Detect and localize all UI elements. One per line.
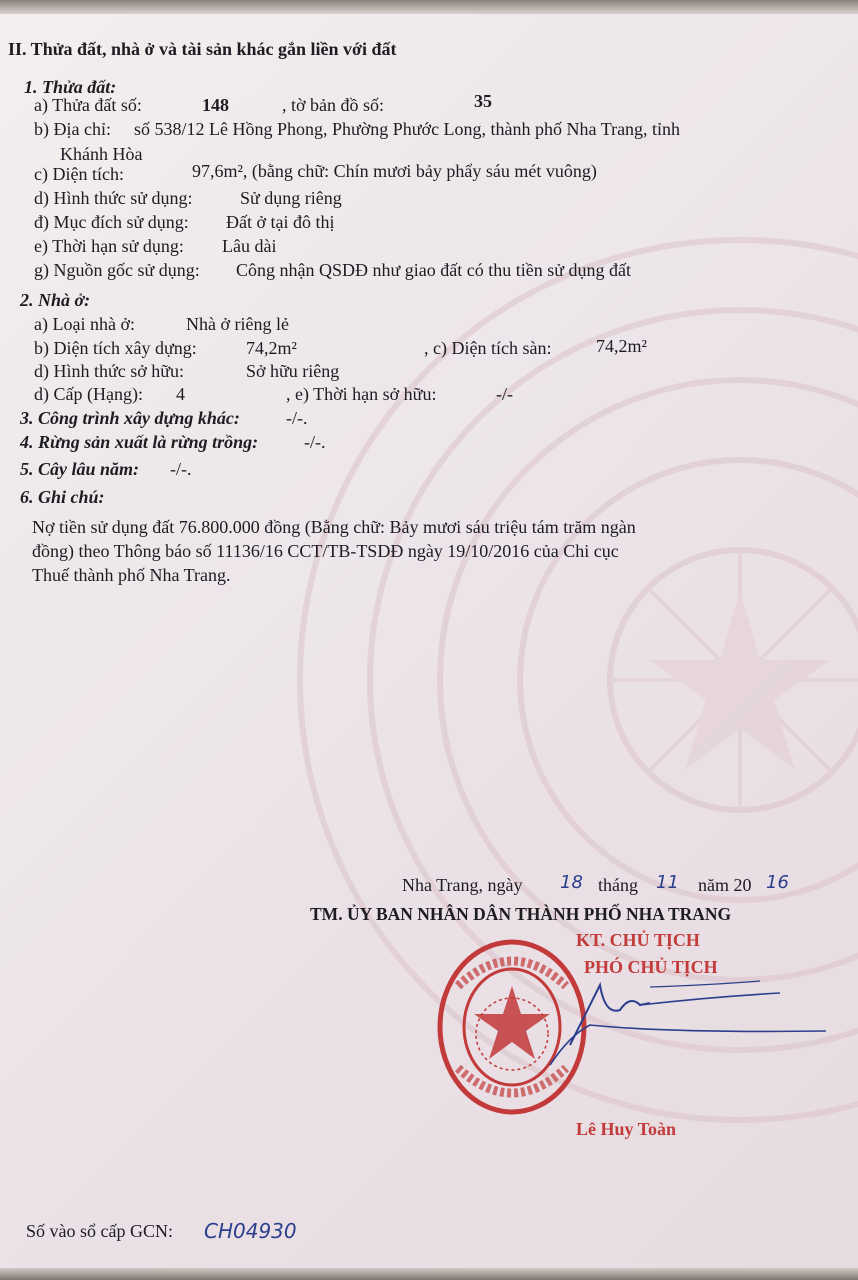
house-floor-area-value: 74,2m² [596, 336, 647, 356]
house-term-label: , e) Thời hạn sở hữu: [286, 384, 437, 404]
forest-value: -/-. [304, 432, 326, 452]
land-address-label: b) Địa chỉ: [34, 119, 111, 139]
registry-label: Số vào sổ cấp GCN: [26, 1221, 173, 1241]
land-heading: 1. Thửa đất: [24, 77, 117, 97]
other-construction-label: 3. Công trình xây dựng khác: [20, 408, 240, 428]
land-purpose-value: Đất ở tại đô thị [226, 212, 335, 232]
house-grade-label: d) Cấp (Hạng): [34, 384, 143, 404]
land-address-value-2: Khánh Hòa [60, 144, 143, 164]
land-term-label: e) Thời hạn sử dụng: [34, 236, 184, 256]
section-title: II. Thửa đất, nhà ở và tài sản khác gắn liền với đất [8, 39, 397, 59]
land-map-value: 35 [474, 91, 492, 111]
scan-edge-bottom [0, 1268, 858, 1280]
date-place-label: Nha Trang, ngày [402, 875, 523, 895]
land-use-form-value: Sử dụng riêng [240, 188, 342, 208]
land-parcel-value: 148 [202, 95, 229, 115]
other-construction-value: -/-. [286, 408, 308, 428]
house-ownership-label: d) Hình thức sở hữu: [34, 361, 185, 381]
date-year: 16 [766, 872, 789, 893]
date-month-label: tháng [598, 875, 638, 895]
house-floor-area-label: , c) Diện tích sàn: [424, 338, 552, 358]
land-use-form-label: d) Hình thức sử dụng: [34, 188, 193, 208]
scan-edge-top [0, 0, 858, 14]
land-parcel-label: a) Thửa đất số: [34, 95, 142, 115]
date-year-label: năm 20 [698, 875, 752, 895]
house-heading: 2. Nhà ở: [20, 290, 91, 310]
signature [530, 975, 830, 1070]
land-origin-value: Công nhận QSDĐ như giao đất có thu tiền sử dụng đất [236, 260, 631, 280]
house-type-value: Nhà ở riêng lẻ [186, 314, 289, 334]
notes-heading: 6. Ghi chú: [20, 487, 105, 507]
house-build-area-label: b) Diện tích xây dựng: [34, 338, 197, 358]
land-map-label: , tờ bản đồ số: [282, 95, 385, 115]
land-area-label: c) Diện tích: [34, 164, 124, 184]
date-day: 18 [560, 872, 583, 893]
signer-role-1: KT. CHỦ TỊCH [576, 930, 700, 950]
signer-role-2: PHÓ CHỦ TỊCH [584, 957, 718, 977]
house-build-area-value: 74,2m² [246, 338, 297, 358]
house-type-label: a) Loại nhà ở: [34, 314, 135, 334]
land-area-value: 97,6m², (bằng chữ: Chín mươi bảy phẩy sáu mét vuông) [192, 161, 597, 181]
house-grade-value: 4 [176, 384, 185, 404]
house-ownership-value: Sở hữu riêng [246, 361, 340, 381]
notes-line-1: Nợ tiền sử dụng đất 76.800.000 đồng (Bằng chữ: Bảy mươi sáu triệu tám trăm ngàn [32, 517, 636, 537]
land-purpose-label: đ) Mục đích sử dụng: [34, 212, 189, 232]
house-term-value: -/- [496, 384, 513, 404]
notes-line-2: đồng) theo Thông báo số 11136/16 CCT/TB-TSDĐ ngày 19/10/2016 của Chi cục [32, 541, 619, 561]
land-address-value-1: số 538/12 Lê Hồng Phong, Phường Phước Long, thành phố Nha Trang, tỉnh [134, 119, 681, 139]
signer-name: Lê Huy Toàn [576, 1119, 677, 1139]
forest-label: 4. Rừng sản xuất là rừng trồng: [20, 432, 259, 452]
notes-line-3: Thuế thành phố Nha Trang. [32, 565, 231, 585]
perennial-label: 5. Cây lâu năm: [20, 459, 140, 479]
authority: TM. ỦY BAN NHÂN DÂN THÀNH PHỐ NHA TRANG [310, 904, 732, 924]
land-term-value: Lâu dài [222, 236, 277, 256]
land-origin-label: g) Nguồn gốc sử dụng: [34, 260, 200, 280]
date-month: 11 [656, 872, 679, 893]
registry-value: CH04930 [204, 1219, 297, 1243]
perennial-value: -/-. [170, 459, 192, 479]
